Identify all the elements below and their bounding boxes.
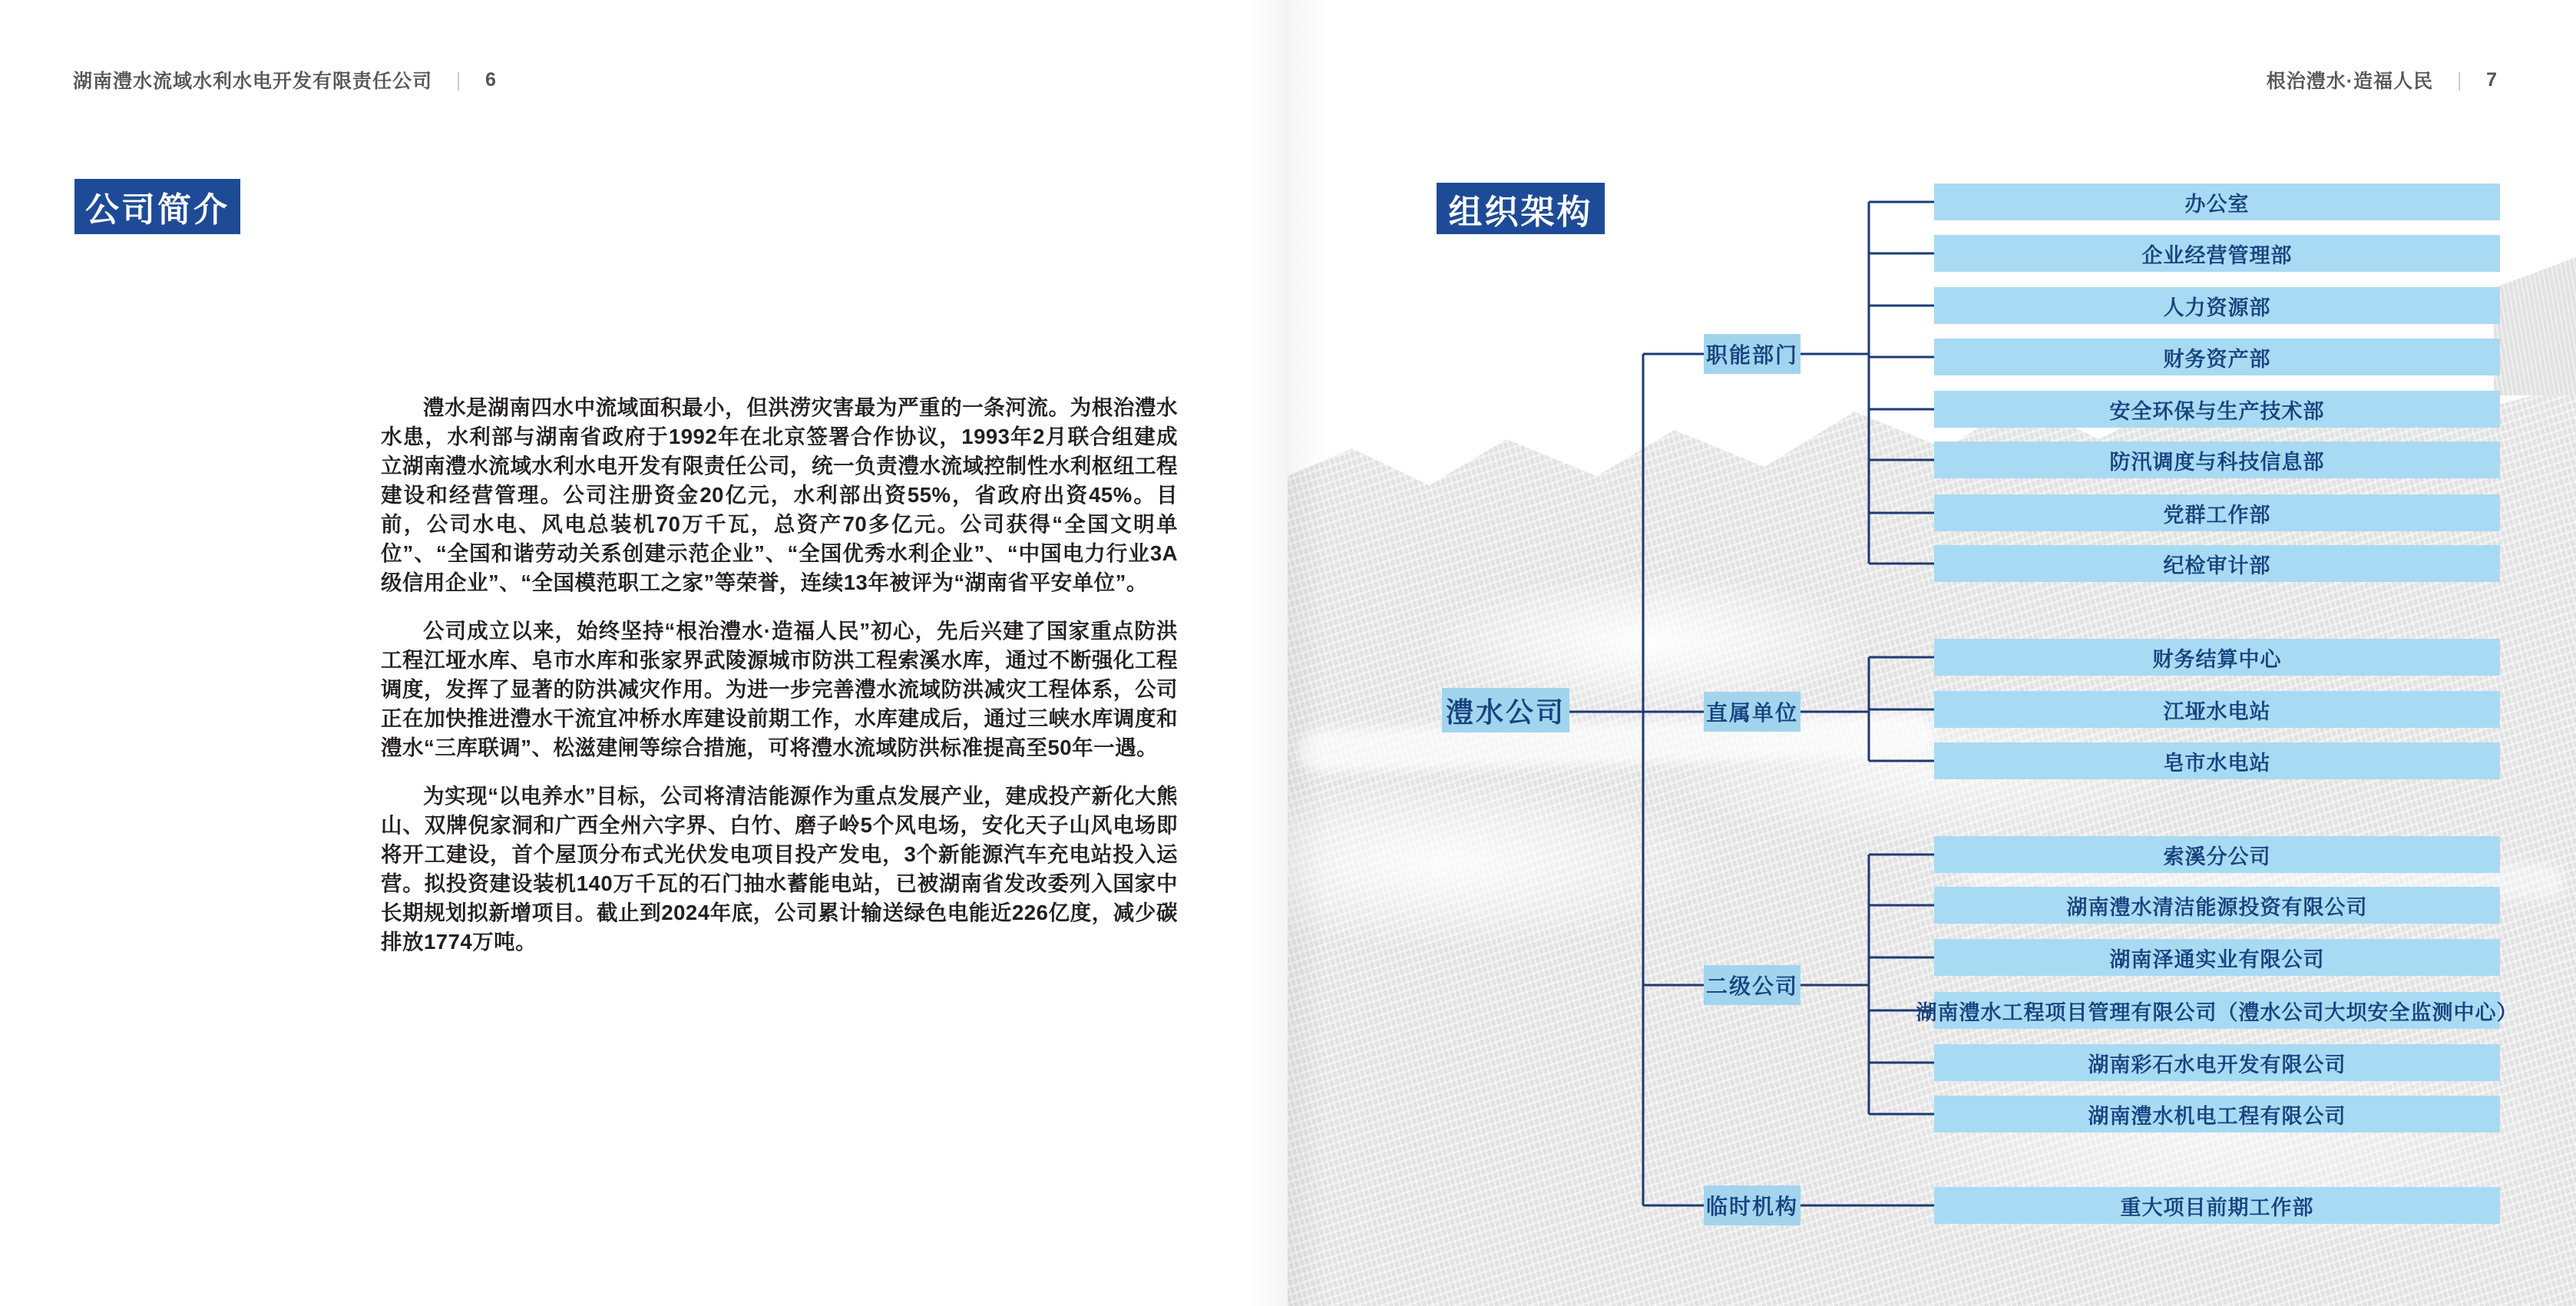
org-child-node: 湖南澧水工程项目管理有限公司（澧水公司大坝安全监测中心） [1934, 992, 2500, 1029]
page-number-left: 6 [485, 68, 497, 91]
org-branch-node: 二级公司 [1704, 965, 1801, 1005]
page-number-right: 7 [2486, 68, 2498, 91]
org-child-node: 湖南澧水清洁能源投资有限公司 [1934, 887, 2500, 924]
header-separator: ｜ [2450, 71, 2470, 93]
org-root-node: 澧水公司 [1442, 688, 1569, 732]
company-name: 湖南澧水流域水利水电开发有限责任公司 [73, 71, 433, 92]
org-branch-node: 直属单位 [1704, 692, 1801, 732]
page-header-right [2267, 66, 2498, 94]
company-intro-text [381, 393, 1178, 976]
org-child-node: 湖南彩石水电开发有限公司 [1934, 1044, 2500, 1081]
org-child-node: 安全环保与生产技术部 [1934, 391, 2500, 428]
page-header-left [73, 66, 497, 94]
org-child-node: 办公室 [1934, 184, 2500, 220]
header-separator: ｜ [449, 71, 469, 93]
org-child-node: 党群工作部 [1934, 494, 2500, 531]
org-child-node: 财务资产部 [1934, 339, 2500, 375]
org-child-node: 索溪分公司 [1934, 836, 2500, 873]
background-photo-edge [2494, 242, 2576, 395]
intro-paragraph-2: 公司成立以来，始终坚持“根治澧水·造福人民”初心，先后兴建了国家重点防洪工程江垭水库、皂市水库和张家界武陵源城市防洪工程索溪水库，通过不断强化工程调度，发挥了显著的防洪减灾作用。为进一步完善澧水流域防洪减灾工程体系，公司正在加快推进澧水干流宜冲桥水库建设前期工作，水库建成后，通过三峡水库调度和澧水“三库联调”、松滋建闸等综合措施，可将澧水流域防洪标准提高至50年一遇。 [381, 619, 1178, 759]
intro-paragraph-1: 澧水是湖南四水中流域面积最小，但洪涝灾害最为严重的一条河流。为根治澧水水患，水利部与湖南省政府于1992年在北京签署合作协议，1993年2月联合组建成立湖南澧水流域水利水电开发有限责任公司，统一负责澧水流域控制性水利枢纽工程建设和经营管理。公司注册资金20亿元，水利部出资55%，省政府出资45%。目前，公司水电、风电总装机70万千瓦，总资产70多亿元。公司获得“全国文明单位”、“全国和谐劳动关系创建示范企业”、“全国优秀水利企业”、“中国电力行业3A级信用企业”、“全国模范职工之家”等荣誉，连续13年被评为“湖南省平安单位”。 [381, 395, 1178, 594]
org-branch-node: 职能部门 [1704, 334, 1801, 374]
org-child-node: 人力资源部 [1934, 287, 2500, 324]
org-child-node: 湖南泽通实业有限公司 [1934, 939, 2500, 976]
section-title-org-structure: 组织架构 [1437, 183, 1605, 234]
section-title-company-intro: 公司简介 [74, 179, 240, 234]
org-child-node: 纪检审计部 [1934, 545, 2500, 582]
org-child-node: 湖南澧水机电工程有限公司 [1934, 1096, 2500, 1132]
company-slogan: 根治澧水·造福人民 [2266, 71, 2434, 92]
org-child-node: 企业经营管理部 [1934, 235, 2500, 272]
org-child-node: 财务结算中心 [1934, 639, 2500, 676]
org-branch-node: 临时机构 [1704, 1185, 1801, 1225]
org-child-node: 重大项目前期工作部 [1934, 1187, 2500, 1224]
org-child-node: 防汛调度与科技信息部 [1934, 441, 2500, 478]
intro-paragraph-3: 为实现“以电养水”目标，公司将清洁能源作为重点发展产业，建成投产新化大熊山、双牌倪家洞和广西全州六字界、白竹、磨子岭5个风电场，安化天子山风电场即将开工建设，首个屋顶分布式光伏发电项目投产发电，3个新能源汽车充电站投入运营。拟投资建设装机140万千瓦的石门抽水蓄能电站，已被湖南省发改委列入国家中长期规划拟新增项目。截止到2024年底，公司累计输送绿色电能近226亿度，减少碳排放1774万吨。 [381, 784, 1178, 954]
org-child-node: 江垭水电站 [1934, 691, 2500, 728]
org-child-node: 皂市水电站 [1934, 742, 2500, 779]
